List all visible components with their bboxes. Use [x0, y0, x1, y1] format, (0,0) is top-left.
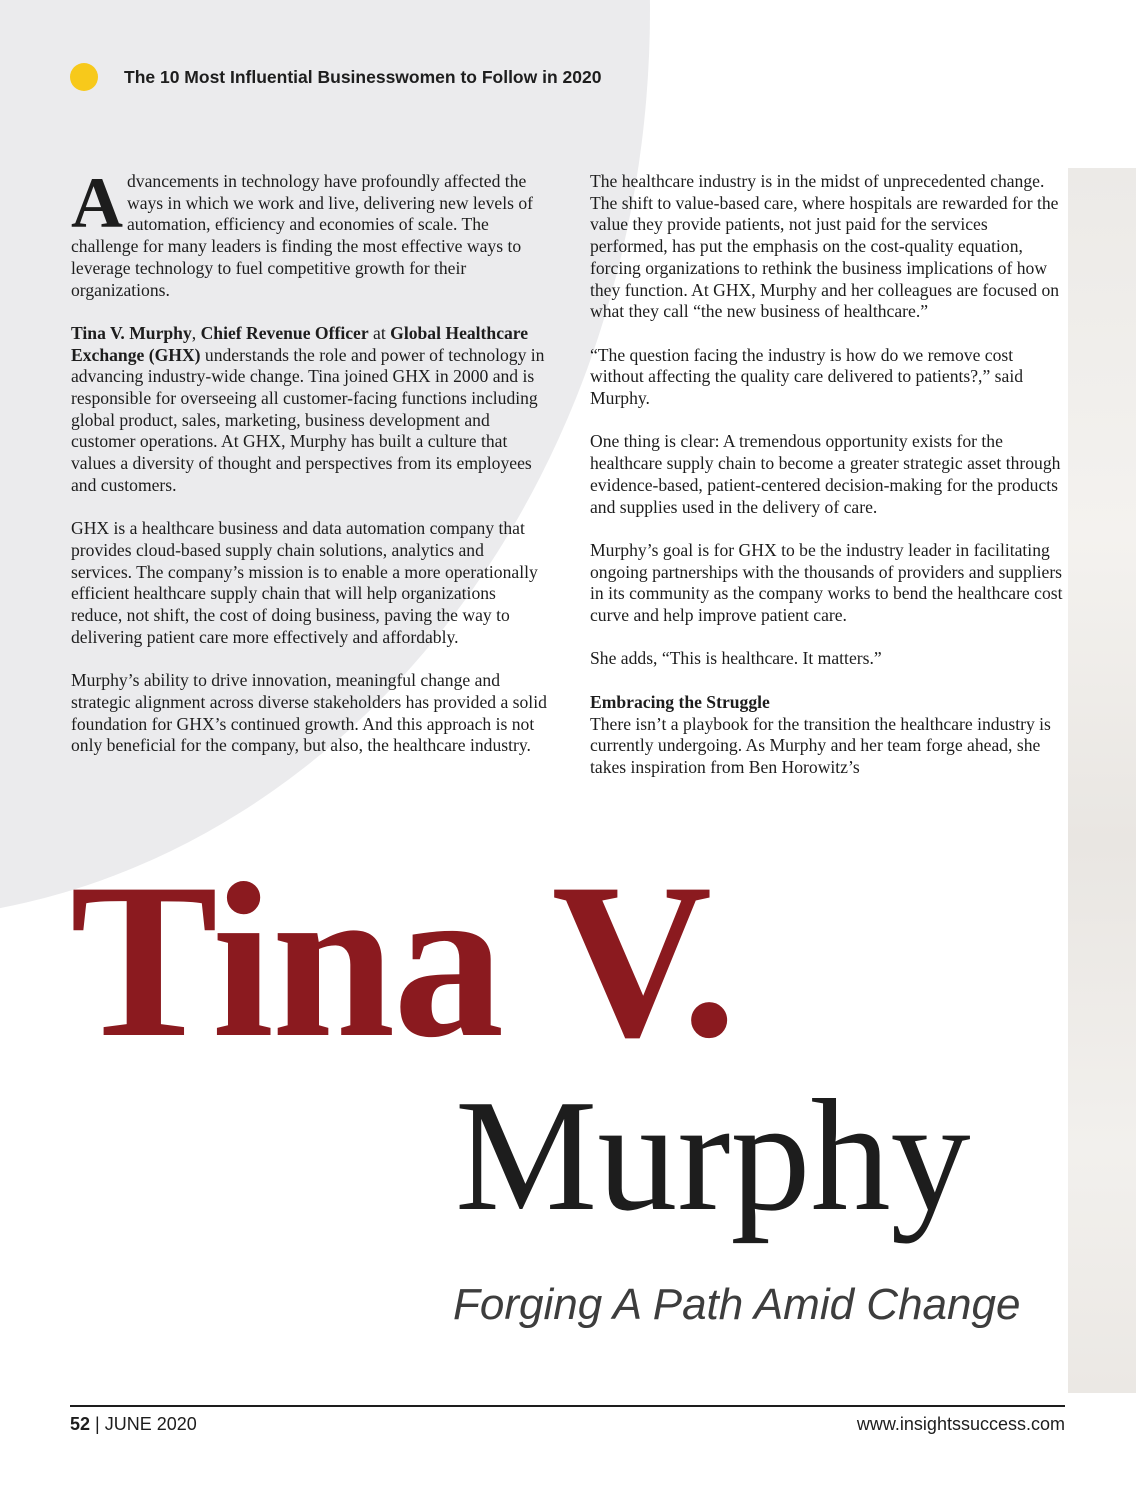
- background-photo-strip: [1068, 168, 1136, 1393]
- article-paragraph: [590, 692, 1068, 779]
- person-name: Tina V. Murphy: [71, 322, 192, 343]
- paragraph-text: understands the role and power of technology in advancing industry-wide change. Tina joined GHX in 2000 and is responsible for overseeing all customer-facing functions including global product, sales, marketing, business development and customer operations. At GHX, Murphy has built a culture that values a diversity of thought and perspectives from its employees and customers.: [71, 344, 545, 495]
- yellow-dot-icon: [70, 63, 98, 91]
- article-paragraph: She adds, “This is healthcare. It matters.”: [590, 648, 882, 669]
- paragraph-text: dvancements in technology have profoundly affected the ways in which we work and live, delivering new levels of automation, efficiency and economies of scale. The challenge for many leaders is finding the most effective ways to leverage technology to fuel competitive growth for their organizations.: [71, 171, 534, 300]
- separator: ,: [191, 322, 201, 343]
- company-name: Global Healthcare Exchange (GHX): [71, 322, 529, 365]
- article-paragraph: The healthcare industry is in the midst of unprecedented change. The shift to value-based care, where hospitals are rewarded for the value they provide patients, not just paid for the services performed, has put the emphasis on the cost-quality equation, forcing organizations to rethink the business implications of how they function. At GHX, Murphy and her colleagues are focused on what they call “the new business of healthcare.”: [590, 171, 1060, 322]
- footer-divider: [70, 1405, 1065, 1407]
- feature-last-name: Murphy: [455, 1066, 971, 1244]
- paragraph-text: There isn’t a playbook for the transition the healthcare industry is currently undergoing. As Murphy and her team forge ahead, she takes inspiration from Ben Horowitz’s: [590, 713, 1051, 777]
- section-subhead: Embracing the Struggle: [590, 691, 770, 712]
- feature-tagline: Forging A Path Amid Change: [453, 1280, 1021, 1329]
- article-paragraph: [71, 163, 549, 301]
- article-paragraph: One thing is clear: A tremendous opportunity exists for the healthcare supply chain to become a greater strategic asset through evidence-based, patient-centered decision-making for the products and supplies used in the delivery of care.: [590, 431, 1061, 517]
- person-role: Chief Revenue Officer: [200, 322, 369, 343]
- article-column-right: [590, 171, 1068, 800]
- issue-date: JUNE 2020: [104, 1414, 197, 1434]
- article-paragraph: Murphy’s goal is for GHX to be the industry leader in facilitating ongoing partnerships with the thousands of providers and suppliers in its community as the company works to bend the healthcare cost curve and help improve patient care.: [590, 539, 1063, 626]
- website-link[interactable]: www.insightssuccess.com: [856, 1414, 1065, 1434]
- page-header: [70, 62, 601, 92]
- page-number: 52: [70, 1414, 91, 1434]
- drop-cap: A: [71, 163, 123, 243]
- header-title: The 10 Most Influential Businesswomen to Follow in 2020: [124, 66, 602, 87]
- connector-word: at: [368, 322, 391, 343]
- article-column-left: [71, 163, 549, 779]
- feature-first-name: Tina V.: [70, 838, 735, 1084]
- article-paragraph: Murphy’s ability to drive innovation, meaningful change and strategic alignment across diverse stakeholders has provided a solid foundation for GHX’s continued growth. And this approach is not only beneficial for the company, but also, the healthcare industry.: [71, 670, 547, 756]
- article-paragraph: GHX is a healthcare business and data automation company that provides cloud-based supply chain solutions, analytics and services. The company’s mission is to enable a more operationally efficient healthcare supply chain that will help organizations reduce, not shift, the cost of doing business, paving the way to delivering patient care more effectively and affordably.: [71, 518, 538, 647]
- article-paragraph: [71, 323, 549, 497]
- footer-separator: |: [90, 1414, 105, 1434]
- footer-page-info: [70, 1414, 197, 1435]
- article-paragraph: “The question facing the industry is how do we remove cost without affecting the quality care delivered to patients?,” said Murphy.: [590, 344, 1024, 409]
